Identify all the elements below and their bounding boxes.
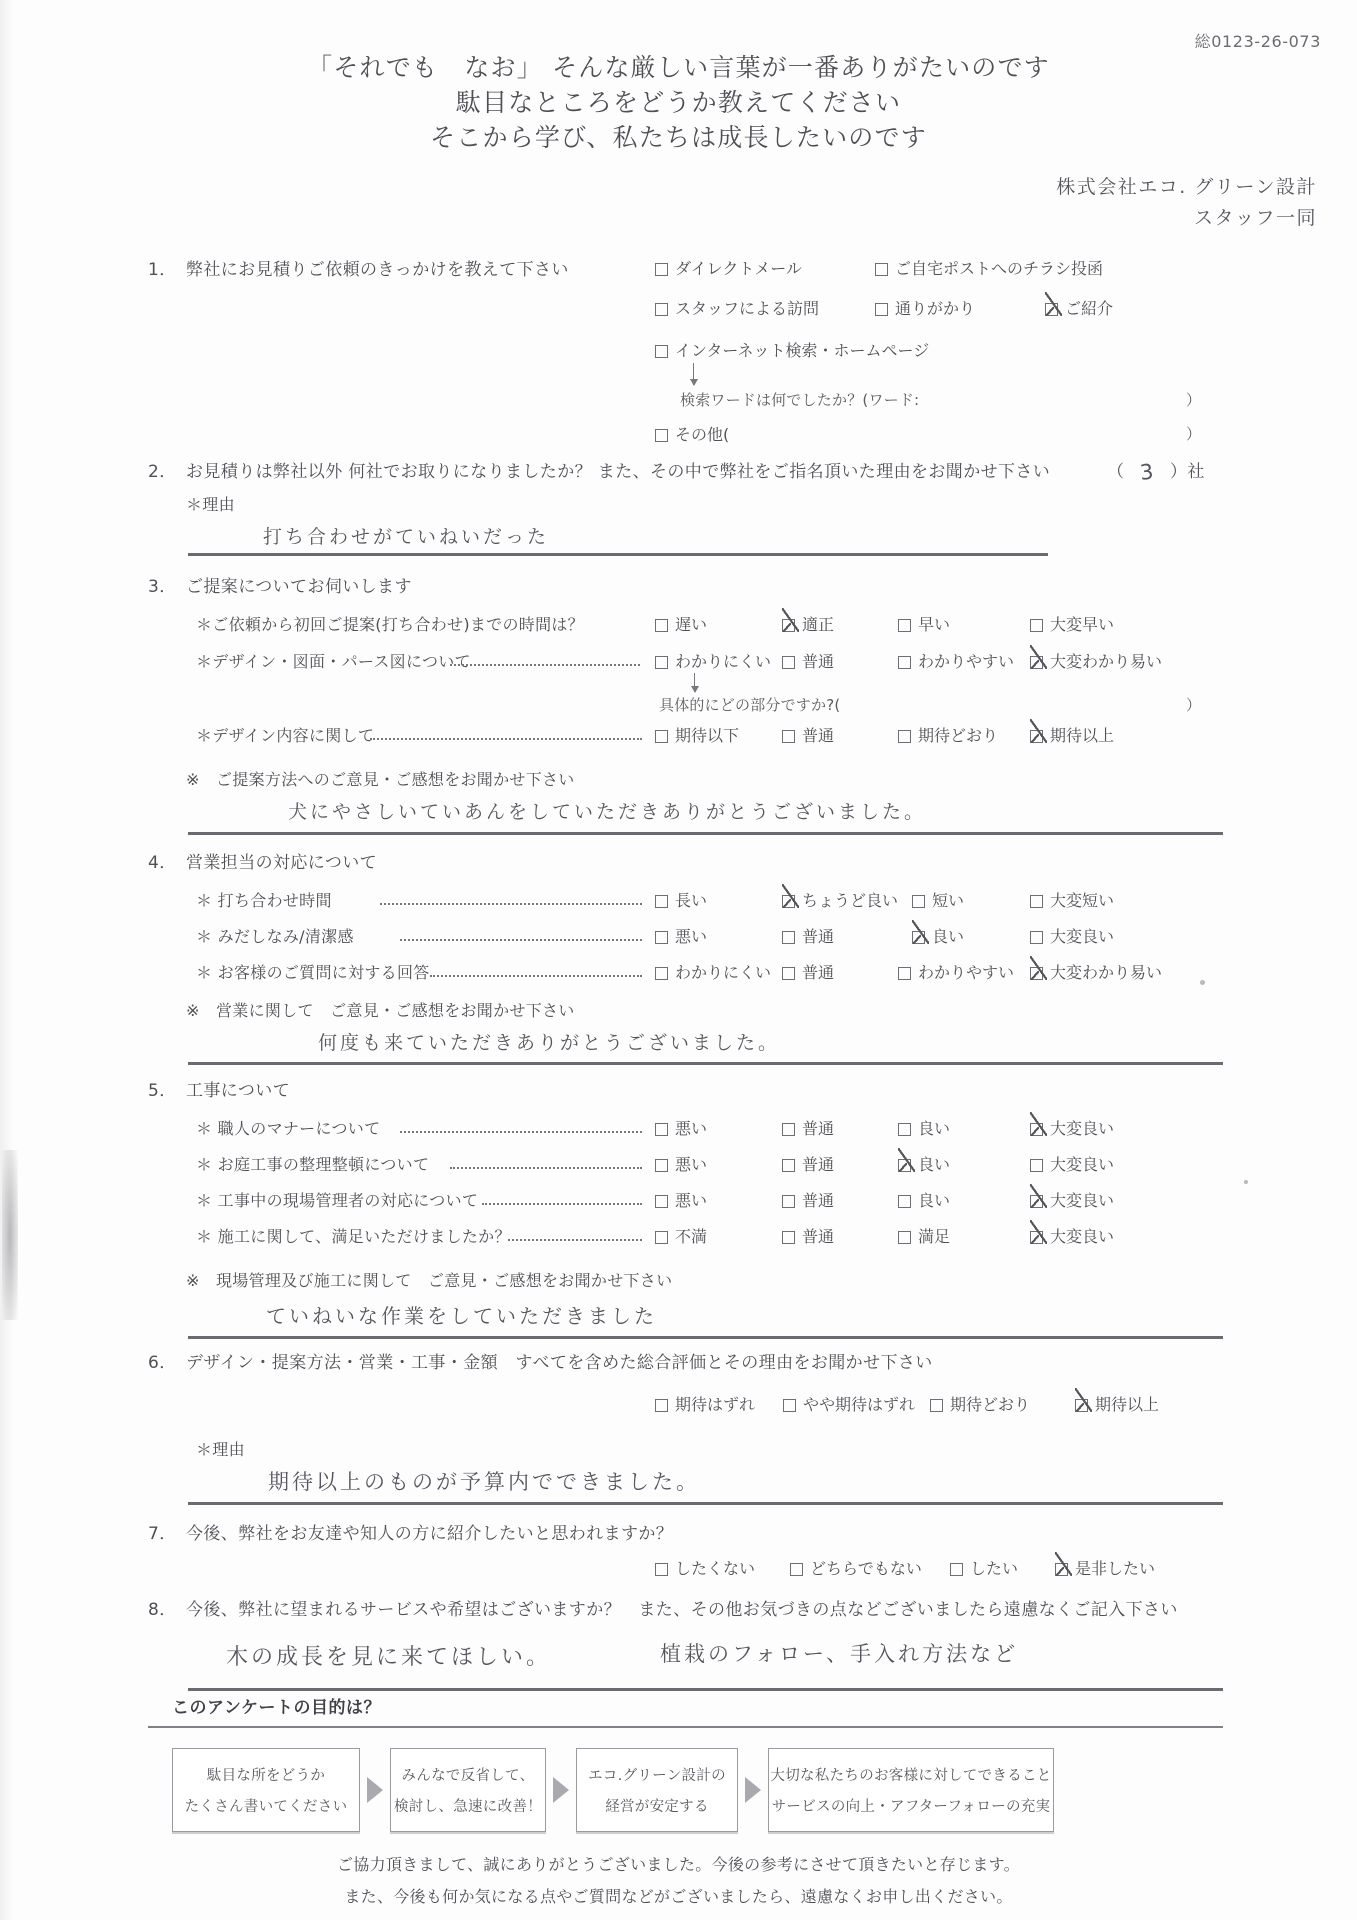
q1-option-direct-mail[interactable] xyxy=(655,261,802,277)
footer-line-1: ご協力頂きまして、誠にありがとうございました。今後の参考にさせて頂きたいと存じます。 xyxy=(336,1855,1020,1874)
q3-row-2-option-3[interactable] xyxy=(1030,728,1114,744)
option-label: どちらでもない xyxy=(810,1559,922,1578)
option-label: 期待はずれ xyxy=(675,1395,756,1414)
q5-row-0-option-0[interactable] xyxy=(655,1121,707,1137)
q8-number: 8． xyxy=(148,1600,177,1620)
q5-title: 工事について xyxy=(186,1081,291,1101)
option-label: 普通 xyxy=(802,1119,835,1138)
q3-detail-prompt: 具体的にどの部分ですか?( xyxy=(659,696,841,714)
option-label: 期待以下 xyxy=(675,726,740,745)
checkbox-icon xyxy=(875,303,888,316)
q5-row-1-option-1[interactable] xyxy=(782,1157,834,1173)
q2-title: お見積りは弊社以外 何社でお取りになりましたか？ また、その中で弊社をご指名頂いた理由をお聞かせ下さい xyxy=(186,462,1051,482)
q3-comment-rule xyxy=(188,832,1223,835)
option-label: 短い xyxy=(932,891,965,910)
q5-row-1-option-2[interactable] xyxy=(898,1157,950,1173)
q6-reason-rule xyxy=(188,1502,1223,1505)
q1-option-other[interactable] xyxy=(655,427,729,443)
checkbox-icon xyxy=(655,1123,668,1136)
q3-row-1-label: ＊デザイン・図面・パース図について xyxy=(196,652,471,671)
option-label: 不満 xyxy=(675,1227,708,1246)
q4-row-0-label: ＊ 打ち合わせ時間 xyxy=(196,891,332,910)
q5-row-0-label: ＊ 職人のマナーについて xyxy=(196,1119,381,1138)
q2-count-open: （ xyxy=(1107,462,1125,482)
option-label: 良い xyxy=(918,1191,951,1210)
checkbox-icon xyxy=(1030,619,1043,632)
q5-row-3-option-2[interactable] xyxy=(898,1229,950,1245)
checkbox-icon xyxy=(898,730,911,743)
option-label: 期待どおり xyxy=(950,1395,1031,1414)
q3-row-1-option-1[interactable] xyxy=(782,654,834,670)
option-label: やや期待はずれ xyxy=(803,1395,916,1414)
leader-dots xyxy=(400,1130,642,1133)
option-label: 遅い xyxy=(675,615,708,634)
q1-option-flyer[interactable] xyxy=(875,261,1103,277)
headline-line-2: 駄目なところをどうか教えてください xyxy=(455,88,902,117)
q1-search-word-prompt: 検索ワードは何でしたか？(ワード: xyxy=(680,391,920,409)
option-label: 期待どおり xyxy=(918,726,999,745)
purpose-title: このアンケートの目的は？ xyxy=(172,1698,381,1718)
checkbox-checked-icon xyxy=(782,895,795,908)
q7-option-3[interactable] xyxy=(1055,1561,1155,1577)
checkbox-icon xyxy=(655,730,668,743)
q6-reason-label: ＊理由 xyxy=(196,1440,245,1459)
q3-comment-label: ※ ご提案方法へのご意見・ご感想をお聞かせ下さい xyxy=(186,770,575,789)
q5-comment-label: ※ 現場管理及び施工に関して ご意見・ご感想をお聞かせ下さい xyxy=(186,1271,673,1290)
checkbox-icon xyxy=(783,1399,796,1412)
q4-row-2-option-0[interactable] xyxy=(655,965,771,981)
checkbox-icon xyxy=(782,730,795,743)
purpose-step-2-line-2: 検討し、急速に改善！ xyxy=(394,1799,542,1815)
q5-comment-answer: ていねいな作業をしていただきました xyxy=(266,1304,657,1328)
q2-count-close: ）社 xyxy=(1170,462,1205,482)
checkbox-icon xyxy=(655,656,668,669)
option-label: ご紹介 xyxy=(1065,299,1114,318)
q8-answer-line-2: 植栽のフォロー、手入れ方法など xyxy=(660,1642,1019,1666)
q8-answer-rule xyxy=(188,1688,1223,1691)
q3-number: 3． xyxy=(148,577,177,597)
checkbox-icon xyxy=(898,1231,911,1244)
staff-signature: スタッフ一同 xyxy=(1193,207,1317,229)
option-label: 悪い xyxy=(675,1191,708,1210)
checkbox-icon xyxy=(655,1399,668,1412)
q6-option-0[interactable] xyxy=(655,1397,755,1413)
option-label: 普通 xyxy=(802,652,835,671)
q4-row-0-option-0[interactable] xyxy=(655,893,707,909)
checkbox-icon xyxy=(898,967,911,980)
checkbox-icon xyxy=(898,1123,911,1136)
q3-row-0-option-2[interactable] xyxy=(898,617,950,633)
document-number: 総0123-26-073 xyxy=(1194,32,1321,51)
q7-title: 今後、弊社をお友達や知人の方に紹介したいと思われますか？ xyxy=(186,1524,674,1544)
checkbox-icon xyxy=(655,895,668,908)
option-label: 大変良い xyxy=(1050,1191,1115,1210)
option-label: わかりやすい xyxy=(918,652,1015,671)
option-label: 普通 xyxy=(802,1155,835,1174)
option-label: 大変良い xyxy=(1050,1227,1115,1246)
scan-smudge xyxy=(2,1150,18,1320)
checkbox-icon xyxy=(1030,895,1043,908)
checkbox-icon xyxy=(655,345,668,358)
q3-detail-close: ） xyxy=(1186,696,1202,714)
option-label: わかりやすい xyxy=(918,963,1015,982)
q4-title: 営業担当の対応について xyxy=(186,853,378,873)
checkbox-checked-icon xyxy=(1055,1563,1068,1576)
flow-arrow-icon xyxy=(738,1748,768,1832)
option-label: スタッフによる訪問 xyxy=(675,299,820,318)
purpose-flow-diagram xyxy=(172,1748,1054,1832)
q1-other-close: ） xyxy=(1186,425,1202,443)
leader-dots xyxy=(430,974,642,977)
option-label: 普通 xyxy=(802,1191,835,1210)
q2-reason-label: ＊理由 xyxy=(186,495,235,514)
q1-number: 1． xyxy=(148,260,177,280)
purpose-step-1-line-2: たくさん書いてください xyxy=(184,1799,348,1815)
option-label: 早い xyxy=(918,615,951,634)
checkbox-icon xyxy=(655,1563,668,1576)
checkbox-checked-icon xyxy=(1045,303,1058,316)
q3-row-2-label: ＊デザイン内容に関して xyxy=(196,726,375,745)
checkbox-checked-icon xyxy=(782,619,795,632)
q6-option-3[interactable] xyxy=(1075,1397,1159,1413)
purpose-step-3-line-1: エコ.グリーン設計の xyxy=(588,1768,726,1784)
option-label: 大変良い xyxy=(1050,1155,1115,1174)
q6-option-2[interactable] xyxy=(930,1397,1030,1413)
option-label: 適正 xyxy=(802,615,835,634)
checkbox-icon xyxy=(898,656,911,669)
q4-row-2-option-3[interactable] xyxy=(1030,965,1162,981)
option-label: 良い xyxy=(932,927,965,946)
company-name: 株式会社エコ. グリーン設計 xyxy=(1056,176,1317,198)
q4-comment-answer: 何度も来ていただきありがとうございました。 xyxy=(318,1032,781,1054)
q4-comment-label: ※ 営業に関して ご意見・ご感想をお聞かせ下さい xyxy=(186,1001,575,1020)
headline-line-1: 「それでも なお」 そんな厳しい言葉が一番ありがたいのです xyxy=(307,53,1050,82)
option-label: 普通 xyxy=(802,963,835,982)
purpose-step-2 xyxy=(390,1748,546,1832)
option-label: 満足 xyxy=(918,1227,951,1246)
q4-row-1-option-2[interactable] xyxy=(912,929,964,945)
option-label: 悪い xyxy=(675,927,708,946)
checkbox-checked-icon xyxy=(912,931,925,944)
q5-row-1-label: ＊ お庭工事の整理整頓について xyxy=(196,1155,430,1174)
q3-row-1-option-2[interactable] xyxy=(898,654,1014,670)
purpose-step-4 xyxy=(768,1748,1054,1832)
option-label: 大変早い xyxy=(1050,615,1115,634)
checkbox-checked-icon xyxy=(898,1159,911,1172)
q1-search-word-close: ） xyxy=(1186,391,1202,409)
q5-row-2-option-2[interactable] xyxy=(898,1193,950,1209)
q4-row-1-option-3[interactable] xyxy=(1030,929,1114,945)
checkbox-icon xyxy=(782,931,795,944)
option-label: したい xyxy=(970,1559,1019,1578)
checkbox-checked-icon xyxy=(1030,1231,1043,1244)
option-label: 是非したい xyxy=(1075,1559,1156,1578)
q2-answer-rule xyxy=(188,553,1048,556)
option-label: 悪い xyxy=(675,1119,708,1138)
q8-title: 今後、弊社に望まれるサービスや希望はございますか？ また、その他お気づきの点などございましたら遠慮なくご記入下さい xyxy=(186,1600,1178,1620)
q6-option-1[interactable] xyxy=(783,1397,915,1413)
down-arrow-icon xyxy=(693,363,694,385)
checkbox-icon xyxy=(655,1195,668,1208)
leader-dots xyxy=(370,737,642,740)
q5-row-3-option-0[interactable] xyxy=(655,1229,707,1245)
option-label: 長い xyxy=(675,891,708,910)
option-label: ちょうど良い xyxy=(802,891,899,910)
option-label: ご自宅ポストへのチラシ投函 xyxy=(895,259,1104,278)
checkbox-icon xyxy=(655,931,668,944)
checkbox-icon xyxy=(782,1123,795,1136)
leader-dots xyxy=(400,938,642,941)
option-label: わかりにくい xyxy=(675,652,772,671)
option-label: 悪い xyxy=(675,1155,708,1174)
purpose-step-3-line-2: 経営が安定する xyxy=(605,1799,709,1815)
q3-row-0-option-0[interactable] xyxy=(655,617,707,633)
checkbox-icon xyxy=(898,1195,911,1208)
leader-dots xyxy=(450,1166,642,1169)
q7-option-0[interactable] xyxy=(655,1561,755,1577)
scan-speck xyxy=(1244,1180,1248,1184)
purpose-step-4-line-2: サービスの向上・アフターフォローの充実 xyxy=(771,1799,1051,1815)
q3-row-2-option-0[interactable] xyxy=(655,728,739,744)
headline-line-3: そこから学び、私たちは成長したいのです xyxy=(430,123,927,152)
scan-speck xyxy=(1200,980,1205,985)
option-label: 良い xyxy=(918,1155,951,1174)
option-label: インターネット検索・ホームページ xyxy=(675,341,930,360)
q1-option-passing-by[interactable] xyxy=(875,301,975,317)
q5-row-0-option-2[interactable] xyxy=(898,1121,950,1137)
purpose-step-1 xyxy=(172,1748,360,1832)
checkbox-icon xyxy=(655,619,668,632)
checkbox-icon xyxy=(655,429,668,442)
option-label: ダイレクトメール xyxy=(675,259,802,278)
purpose-step-2-line-1: みんなで反省して、 xyxy=(401,1768,535,1784)
q5-row-3-option-3[interactable] xyxy=(1030,1229,1114,1245)
q3-title: ご提案についてお伺いします xyxy=(186,577,412,597)
checkbox-icon xyxy=(1030,931,1043,944)
q5-number: 5． xyxy=(148,1081,177,1101)
checkbox-icon xyxy=(1030,1159,1043,1172)
q2-reason-answer: 打ち合わせがていねいだった xyxy=(263,526,550,548)
checkbox-icon xyxy=(790,1563,803,1576)
q4-comment-rule xyxy=(188,1062,1223,1065)
q7-number: 7． xyxy=(148,1524,177,1544)
q4-row-0-option-2[interactable] xyxy=(912,893,964,909)
q6-reason-answer: 期待以上のものが予算内でできました。 xyxy=(268,1470,700,1494)
q3-row-1-option-0[interactable] xyxy=(655,654,771,670)
q3-row-2-option-1[interactable] xyxy=(782,728,834,744)
q3-row-0-option-3[interactable] xyxy=(1030,617,1114,633)
q2-count-value: 3 xyxy=(1138,459,1158,485)
q4-number: 4． xyxy=(148,853,177,873)
q4-row-2-option-2[interactable] xyxy=(898,965,1014,981)
option-label: 大変短い xyxy=(1050,891,1115,910)
down-arrow-icon xyxy=(694,673,695,692)
leader-dots xyxy=(380,902,642,905)
checkbox-checked-icon xyxy=(1030,656,1043,669)
q1-title: 弊社にお見積りご依頼のきっかけを教えて下さい xyxy=(186,260,569,280)
checkbox-icon xyxy=(912,895,925,908)
option-label: その他( xyxy=(675,425,730,444)
option-label: わかりにくい xyxy=(675,963,772,982)
q3-row-2-option-2[interactable] xyxy=(898,728,998,744)
option-label: 通りがかり xyxy=(895,299,976,318)
option-label: 普通 xyxy=(802,927,835,946)
option-label: したくない xyxy=(675,1559,756,1578)
q5-row-0-option-3[interactable] xyxy=(1030,1121,1114,1137)
q7-option-2[interactable] xyxy=(950,1561,1018,1577)
leader-dots xyxy=(450,663,640,666)
q5-row-0-option-1[interactable] xyxy=(782,1121,834,1137)
option-label: 良い xyxy=(918,1119,951,1138)
purpose-step-1-line-1: 駄目な所をどうか xyxy=(206,1768,326,1784)
q3-comment-answer: 犬にやさしいていあんをしていただきありがとうございました。 xyxy=(288,801,927,823)
q5-row-3-option-1[interactable] xyxy=(782,1229,834,1245)
option-label: 大変良い xyxy=(1050,1119,1115,1138)
q4-row-2-option-1[interactable] xyxy=(782,965,834,981)
checkbox-icon xyxy=(655,967,668,980)
q6-title: デザイン・提案方法・営業・工事・金額 すべてを含めた総合評価とその理由をお聞かせ下さい xyxy=(186,1353,933,1373)
checkbox-icon xyxy=(930,1399,943,1412)
flow-arrow-icon xyxy=(360,1748,390,1832)
q4-row-2-label: ＊ お客様のご質問に対する回答 xyxy=(196,963,430,982)
checkbox-checked-icon xyxy=(1075,1399,1088,1412)
q6-number: 6． xyxy=(148,1353,177,1373)
checkbox-icon xyxy=(898,619,911,632)
purpose-step-3 xyxy=(576,1748,738,1832)
q5-comment-rule xyxy=(188,1336,1223,1339)
option-label: 普通 xyxy=(802,1227,835,1246)
q1-option-internet-search[interactable] xyxy=(655,343,929,359)
option-label: 普通 xyxy=(802,726,835,745)
q4-row-0-option-1[interactable] xyxy=(782,893,898,909)
option-label: 大変わかり易い xyxy=(1050,963,1163,982)
checkbox-checked-icon xyxy=(1030,730,1043,743)
q4-row-0-option-3[interactable] xyxy=(1030,893,1114,909)
leader-dots xyxy=(482,1202,642,1205)
q4-row-1-option-1[interactable] xyxy=(782,929,834,945)
checkbox-icon xyxy=(655,303,668,316)
footer-line-2: また、今後も何か気になる点やご質問などがございましたら、遠慮なくお申し出ください。 xyxy=(344,1887,1013,1906)
option-label: 大変良い xyxy=(1050,927,1115,946)
q1-option-referral[interactable] xyxy=(1045,301,1113,317)
checkbox-checked-icon xyxy=(1030,967,1043,980)
q3-row-1-option-3[interactable] xyxy=(1030,654,1162,670)
q5-row-2-option-1[interactable] xyxy=(782,1193,834,1209)
flow-arrow-icon xyxy=(546,1748,576,1832)
purpose-divider xyxy=(148,1726,1223,1728)
option-label: 大変わかり易い xyxy=(1050,652,1163,671)
q1-option-staff-visit[interactable] xyxy=(655,301,819,317)
q5-row-2-option-3[interactable] xyxy=(1030,1193,1114,1209)
checkbox-icon xyxy=(782,1195,795,1208)
checkbox-icon xyxy=(950,1563,963,1576)
q5-row-1-option-0[interactable] xyxy=(655,1157,707,1173)
q2-number: 2． xyxy=(148,462,177,482)
checkbox-icon xyxy=(655,263,668,276)
checkbox-checked-icon xyxy=(1030,1123,1043,1136)
q3-row-0-label: ＊ご依頼から初回ご提案(打ち合わせ)までの時間は？ xyxy=(196,615,584,634)
scan-edge-shadow xyxy=(0,0,14,1920)
q4-row-1-option-0[interactable] xyxy=(655,929,707,945)
checkbox-icon xyxy=(655,1231,668,1244)
q8-answer-line-1: 木の成長を見に来てほしい。 xyxy=(226,1645,552,1670)
checkbox-checked-icon xyxy=(1030,1195,1043,1208)
checkbox-icon xyxy=(782,656,795,669)
checkbox-icon xyxy=(782,967,795,980)
q4-row-1-label: ＊ みだしなみ/清潔感 xyxy=(196,927,354,946)
leader-dots xyxy=(508,1238,642,1241)
q7-option-1[interactable] xyxy=(790,1561,922,1577)
purpose-step-4-line-1: 大切な私たちのお客様に対してできること xyxy=(770,1768,1052,1784)
q5-row-1-option-3[interactable] xyxy=(1030,1157,1114,1173)
checkbox-icon xyxy=(875,263,888,276)
option-label: 期待以上 xyxy=(1050,726,1115,745)
q3-row-0-option-1[interactable] xyxy=(782,617,834,633)
q5-row-2-label: ＊ 工事中の現場管理者の対応について xyxy=(196,1191,479,1210)
q5-row-2-option-0[interactable] xyxy=(655,1193,707,1209)
checkbox-icon xyxy=(655,1159,668,1172)
option-label: 期待以上 xyxy=(1095,1395,1160,1414)
q5-row-3-label: ＊ 施工に関して、満足いただけましたか？ xyxy=(196,1227,511,1246)
checkbox-icon xyxy=(782,1231,795,1244)
checkbox-icon xyxy=(782,1159,795,1172)
